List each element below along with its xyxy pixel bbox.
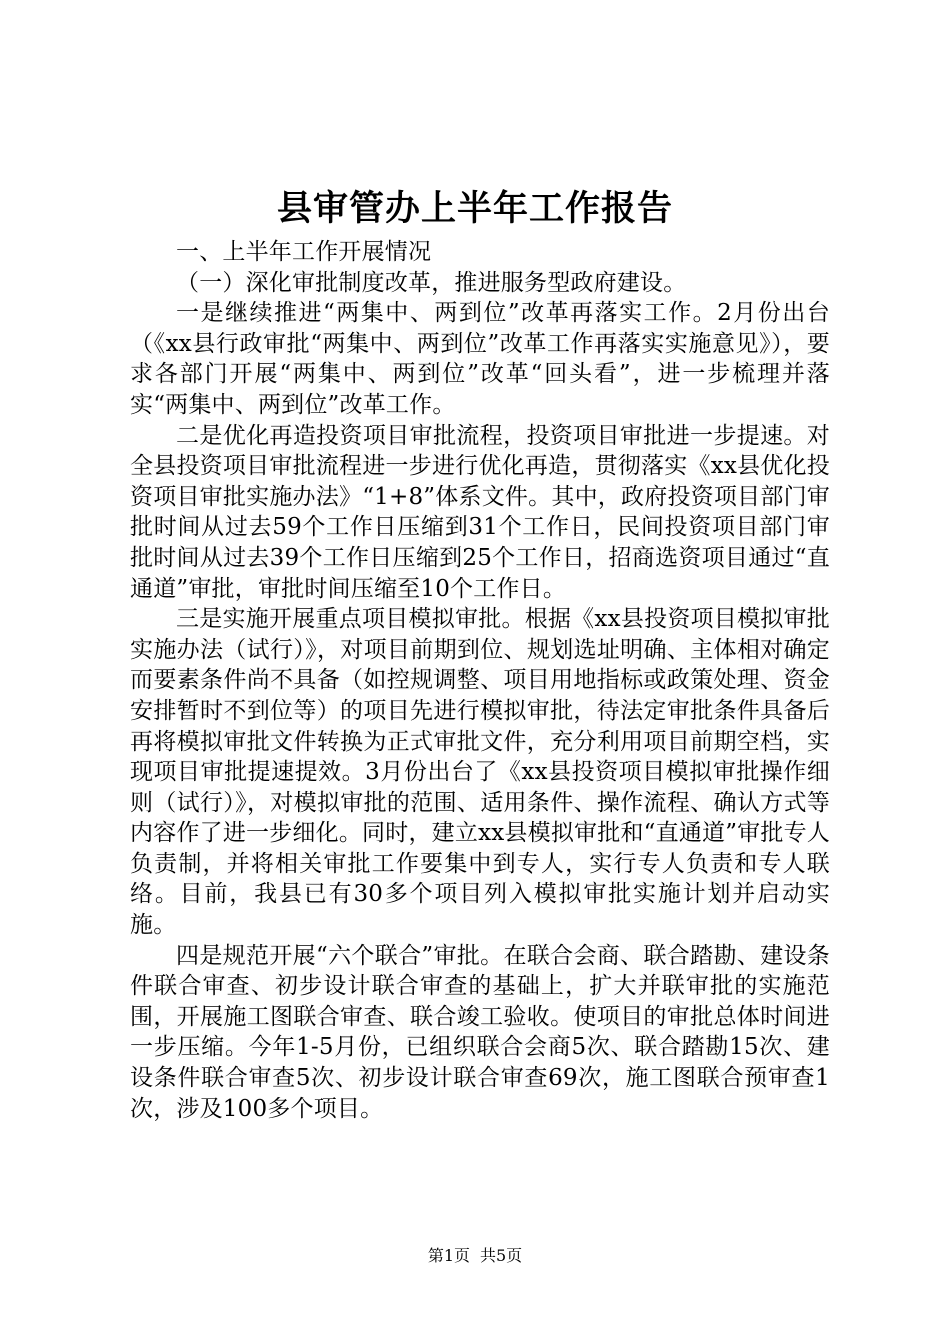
paragraph-3: 三是实施开展重点项目模拟审批。根据《xx县投资项目模拟审批实施办法（试行）》，对项目前期到位、规划选址明确、主体相对确定而要素条件尚不具备（如控规调整、项目用地指标或政策处理、资金安排暂时不到位等）的项目先进行模拟审批，待法定审批条件具备后再将模拟审批文件转换为正式审批文件，充分利用项目前期空档，实现项目审批提速提效。3月份出台了《xx县投资项目模拟审批操作细则（试行）》，对模拟审批的范围、适用条件、操作流程、确认方式等内容作了进一步细化。同时，建立xx县模拟审批和“直通道”审批专人负责制，并将相关审批工作要集中到专人，实行专人负责和专人联络。目前，我县已有30多个项目列入模拟审批实施计划并启动实施。 xyxy=(130,606,830,939)
page-footer xyxy=(0,1244,950,1268)
paragraph-4: 四是规范开展“六个联合”审批。在联合会商、联合踏勘、建设条件联合审查、初步设计联合审查的基础上，扩大并联审批的实施范围，开展施工图联合审查、联合竣工验收。使项目的审批总体时间进一步压缩。今年1-5月份，已组织联合会商5次、联合踏勘15次、建设条件联合审查5次、初步设计联合审查69次，施工图联合预审查1次，涉及100多个项目。 xyxy=(130,942,830,1122)
document-body xyxy=(130,237,830,1124)
document-title: 县审管办上半年工作报告 xyxy=(276,188,673,229)
paragraph-2: 二是优化再造投资项目审批流程，投资项目审批进一步提速。对全县投资项目审批流程进一步进行优化再造，贯彻落实《xx县优化投资项目审批实施办法》“1+8”体系文件。其中，政府投资项目部门审批时间从过去59个工作日压缩到31个工作日，民间投资项目部门审批时间从过去39个工作日压缩到25个工作日，招商选资项目通过“直通道”审批，审批时间压缩至10个工作日。 xyxy=(130,422,830,602)
section-heading: 一、上半年工作开展情况 xyxy=(176,239,432,265)
page-total: 共5页 xyxy=(480,1246,523,1265)
page-number: 第1页 xyxy=(427,1246,470,1265)
subsection-heading: （一）深化审批制度改革，推进服务型政府建设。 xyxy=(176,269,687,296)
paragraph-1: 一是继续推进“两集中、两到位”改革再落实工作。2月份出台（《xx县行政审批“两集中、两到位”改革工作再落实实施意见》），要求各部门开展“两集中、两到位”改革“回头看”，进一步梳理并落实“两集中、两到位”改革工作。 xyxy=(130,300,830,418)
